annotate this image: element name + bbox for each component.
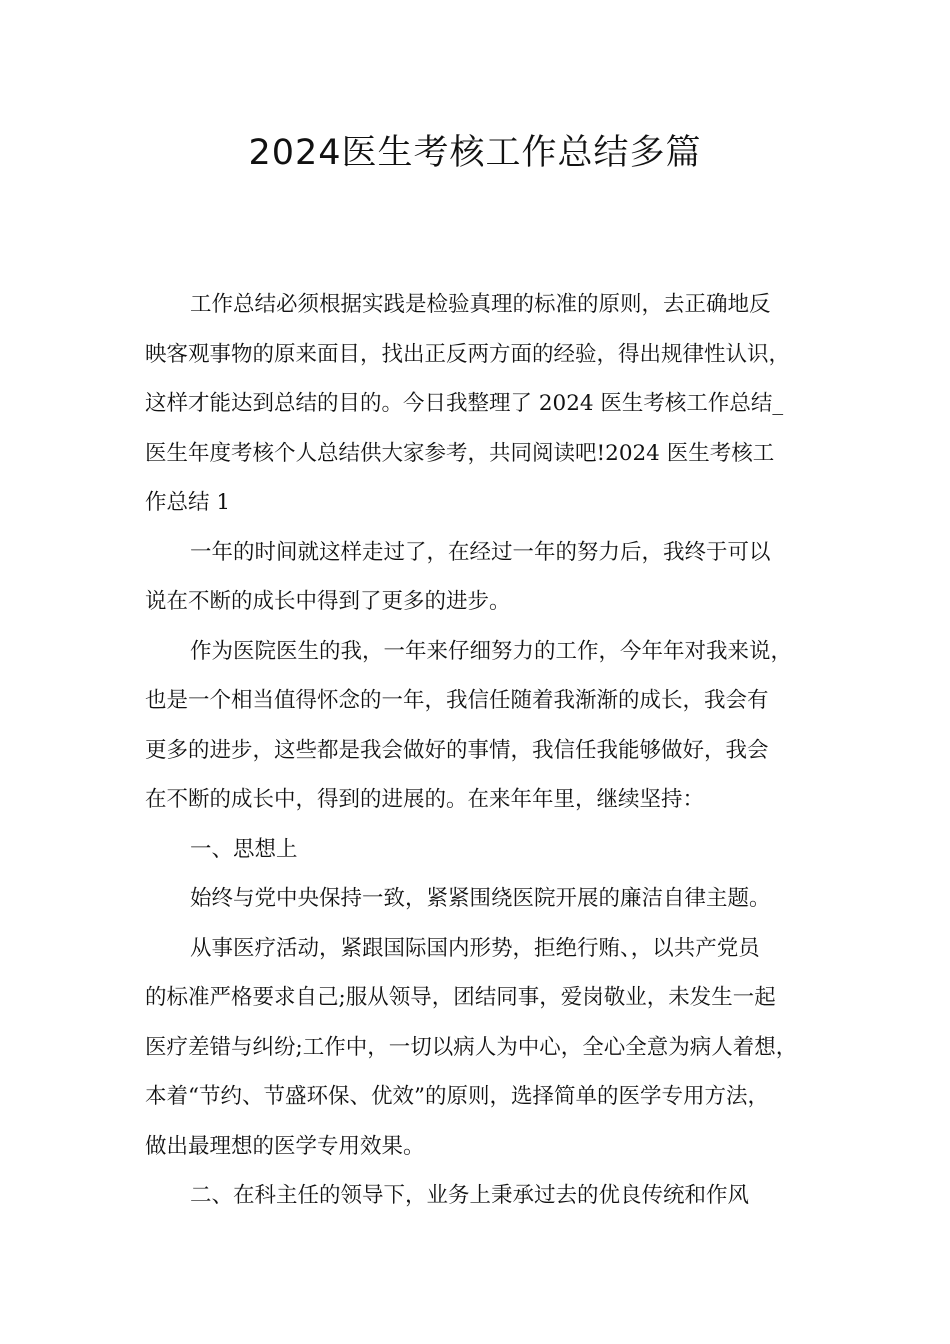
text-line: 映客观事物的原来面目，找出正反两方面的经验，得出规律性认识， — [145, 341, 791, 367]
text-line: 一、思想上 — [190, 836, 298, 862]
text-line: 的标准严格要求自己;服从领导，团结同事，爱岗敬业，未发生一起 — [145, 985, 776, 1010]
section-heading-ideology — [145, 825, 825, 875]
paragraph-party-alignment — [145, 874, 825, 924]
text-line: 始终与党中央保持一致，紧紧围绕医院开展的廉洁自律主题。 — [190, 886, 771, 911]
document-body — [145, 280, 825, 1221]
document-title: 2024医生考核工作总结多篇 — [248, 133, 702, 173]
text-line: 说在不断的成长中得到了更多的进步。 — [145, 589, 511, 614]
section-heading-business — [145, 1171, 825, 1221]
text-line: 工作总结必须根据实践是检验真理的标准的原则，去正确地反 — [190, 292, 771, 317]
text-line: 二、在科主任的领导下，业务上秉承过去的优良传统和作风 — [190, 1183, 750, 1208]
text-line: 作为医院医生的我，一年来仔细努力的工作，今年年对我来说， — [190, 638, 793, 664]
text-line: 这样才能达到总结的目的。今日我整理了 2024 医生考核工作总结_ — [145, 391, 784, 416]
text-line: 从事医疗活动，紧跟国际国内形势，拒绝行贿、，以共产党员 — [190, 935, 760, 961]
text-line: 作总结 1 — [145, 490, 231, 515]
text-line: 本着“节约、节盛环保、优效”的原则，选择简单的医学专用方法， — [145, 1084, 769, 1109]
paragraph-as-doctor — [145, 627, 825, 825]
text-line: 一年的时间就这样走过了，在经过一年的努力后，我终于可以 — [190, 539, 771, 565]
paragraph-intro — [145, 280, 825, 528]
text-line: 更多的进步，这些都是我会做好的事情，我信任我能够做好，我会 — [145, 737, 769, 763]
text-line: 医生年度考核个人总结供大家参考，共同阅读吧!2024 医生考核工 — [145, 440, 775, 466]
paragraph-medical-practice — [145, 924, 825, 1172]
paragraph-year-review — [145, 528, 825, 627]
text-line: 医疗差错与纠纷;工作中，一切以病人为中心，全心全意为病人着想， — [145, 1034, 798, 1060]
text-line: 也是一个相当值得怀念的一年，我信任随着我渐渐的成长，我会有 — [145, 688, 769, 713]
text-line: 在不断的成长中，得到的进展的。在来年年里，继续坚持： — [145, 787, 705, 812]
text-line: 做出最理想的医学专用效果。 — [145, 1133, 425, 1159]
